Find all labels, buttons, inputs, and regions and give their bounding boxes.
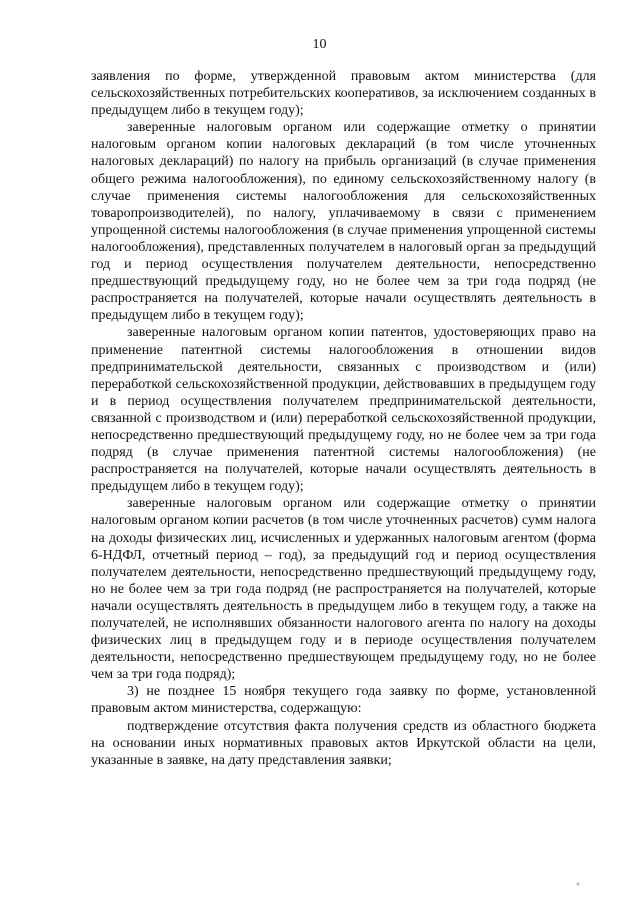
paragraph-3: заверенные налоговым органом копии патентов, удостоверяющих право на применение патентной системы налогообложения в отношении видов предпринимательской деятельности, связанных с производством и (или) переработкой сельскохозяйственной продукции, действовавших в предыдущем году и в период осуществления получателем предпринимательской деятельности, связанной с производством и (или) переработкой сельскохозяйственной продукции, непосредственно предшествующий предыдущему году, но не более чем за три года подряд (в случае применения патентной системы налогообложения) (не распространяется на получателей, которые начали осуществлять деятельность в предыдущем либо в текущем году); <box>91 325 596 495</box>
paragraph-2: заверенные налоговым органом или содержащие отметку о принятии налоговым органом копии налоговых деклараций (в том числе уточненных налоговых деклараций) по налогу на прибыль организаций (в случае применения общего режима налогообложения), по единому сельскохозяйственному налогу (в случае применения системы налогообложения для сельскохозяйственных товаропроизводителей), по налогу, уплачиваемому в связи с применением упрощенной системы налогообложения (в случае применения упрощенной системы налогообложения), представленных получателем в налоговый орган за предыдущий год и период осуществления получателем деятельности, непосредственно предшествующий предыдущему году, но не более чем за три года подряд (не распространяется на получателей, которые начали осуществлять деятельность в предыдущем либо в текущем году); <box>91 120 596 324</box>
paragraph-1: заявления по форме, утвержденной правовым актом министерства (для сельскохозяйственных потребительских кооперативов, за исключением созданных в предыдущем либо в текущем году); <box>91 69 596 119</box>
footer-mark: « <box>576 879 580 888</box>
paragraph-4: заверенные налоговым органом или содержащие отметку о принятии налоговым органом копии расчетов (в том числе уточненных расчетов) сумм налога на доходы физических лиц, исчисленных и удержанных налоговым агентом (форма 6-НДФЛ, отчетный период – год), за предыдущий год и период осуществления получателем деятельности, непосредственно предшествующий предыдущему году, но не более чем за три года подряд (не распространяется на получателей, которые начали осуществлять деятельность в предыдущем либо в текущем году, а также на получателей, не исполнявших обязанности налогового агента по налогу на доходы физических лиц в предыдущем году и в периоде осуществления получателем деятельности, непосредственно предшествующем предыдущему году, но не более чем за три года подряд); <box>91 496 596 683</box>
document-body <box>91 68 596 769</box>
paragraph-5: 3) не позднее 15 ноября текущего года заявку по форме, установленной правовым актом министерства, содержащую: <box>91 684 596 717</box>
paragraph-6: подтверждение отсутствия факта получения средств из областного бюджета на основании иных нормативных правовых актов Иркутской области на цели, указанные в заявке, на дату представления заявки; <box>91 718 596 768</box>
page-number: 10 <box>312 37 327 52</box>
